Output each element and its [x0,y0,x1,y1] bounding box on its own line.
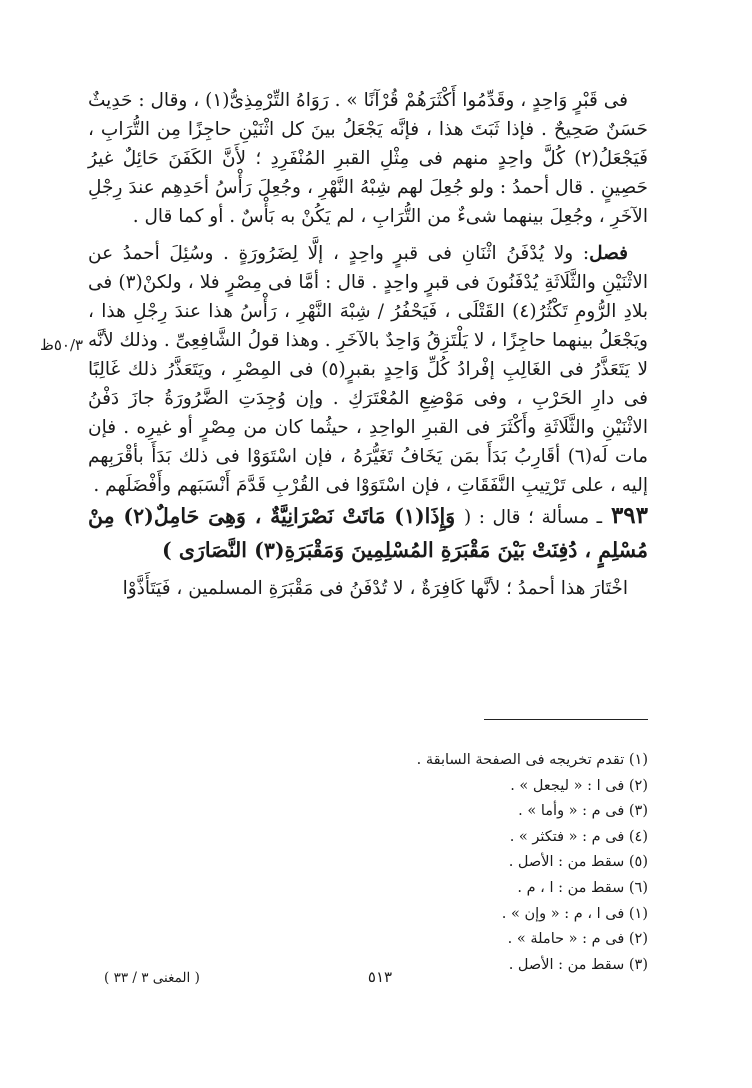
page-number: ٥١٣ [367,968,393,986]
fasl-text: : ولا يُدْفَنُ اثْنَانِ فى قبرٍ واحِدٍ ، إلَّا لِضَرُورَةٍ . وسُئِلَ أحمدُ عن الاثْنَيْنِ والثَّلَاثَةِ يُدْفَنُونَ فى قبرٍ واحِدٍ . قال : أمَّا فى مِصْرٍ فلا ، ولكنْ(٣) فى بلادِ الرُّومِ تَكْثُرُ(٤) القَتْلَى ، فَيَحْفُرُ / شِبْهَ النَّهْرِ ، رَأْسُ هذا عندَ رِجْلِ هذا ، ويَجْعَلُ بينهما حاجِزًا ، لا يَلْتَزِقُ وَاحِدٌ بالآخَرِ . وهذا قولُ الشَّافِعِىِّ . وذلك لأنَّه لا يَتَعَذَّرُ فى الغَالِبِ إفْرادُ كُلِّ وَاحِدٍ بقبرٍ(٥) فى المِصْرِ ، ويَتَعَذَّرُ ذلك غَالِبًا فى دارِ الحَرْبِ ، وفى مَوْضِعِ المُعْتَرَكِ . وإن وُجِدَتِ الضَّرُورَةُ جازَ دَفْنُ الاثْنَيْنِ والثَّلَاثَةِ وأَكْثَرَ فى القبرِ الواحِدِ ، حيثُما كان من مِصْرٍ أو غيرِه . فإن مات لَه(٦) أقَارِبُ بَدَأَ بمَن يَخَافُ تَغَيُّرَهُ ، فإن اسْتَوَوْا فى ذلك بَدَأَ بأقْرَبِهم إليه ، على تَرْتِيبِ النَّفَقَاتِ ، فإن اسْتَوَوْا فى القُرْبِ قَدَّمَ أَنْسَبَهم وأَفْضَلَهم . [88,243,649,496]
footnote: (٤) فى م : « فتكثر » . [509,828,648,845]
footnote: (١) تقدم تخريجه فى الصفحة السابقة . [416,752,648,768]
paragraph-1: فى قَبْرٍ وَاحِدٍ ، وقَدِّمُوا أَكْثَرَهُمْ قُرْآنًا » . رَوَاهُ التِّرْمِذِىُّ(١) ، وقال : حَدِيثٌ حَسَنٌ صَحِيحٌ . فإذا ثَبَتَ هذا ، فإنَّه يَجْعَلُ بينَ كل اثْنَيْنِ حاجِزًا مِن التُّرَابِ ، فَيَجْعَلُ(٢) كُلَّ واحِدٍ منهم فى مِثْلِ القبرِ المُنْفَرِدِ ؛ لأَنَّ الكَفَنَ حَائِلٌ غيرُ حَصِينٍ . قال أحمدُ : ولو جُعِلَ لهم شِبْهُ النَّهْرِ ، وجُعِلَ رَأْسُ أحَدِهِم عندَ رِجْلِ الآخَرِ ، وجُعِلَ بينهما شىءٌ من التُّرَابِ ، لم يَكُنْ به بَأْسٌ . أو كما قال . [88,90,648,227]
footnote: (٢) فى م : « حاملة » . [507,931,648,948]
running-reference: ( المغنى ٣ / ٣٣ ) [104,970,200,986]
footnote: (٣) فى م : « وأما » . [518,803,648,820]
masala-number: ٣٩٣ [610,502,649,529]
fasl-keyword: فصل [589,243,628,264]
paragraph-commentary: اخْتَارَ هذا أحمدُ ؛ لأنَّها كَافِرَةٌ ، لا تُدْفَنُ فى مَقْبَرَةِ المسلمين ، فَيَتَأَذَّوْا [122,578,628,599]
footnotes [260,748,648,978]
footnote: (٦) سقط من : ا ، م . [517,879,648,896]
masala-prefix: ـ مسألة ؛ قال : ( [463,507,603,528]
margin-folio-note: ٥٠/٣ظ [40,336,84,354]
paragraph-fasl [88,239,648,500]
footnote: (٥) سقط من : الأصل . [508,854,648,871]
footnote: (٢) فى ا : « ليجعل » . [510,777,648,794]
footnote-separator [484,719,648,720]
footnote: (٣) سقط من : الأصل . [508,956,648,973]
footnote: (١) فى ا ، م : « وإن » . [501,905,648,922]
masala-heading [88,500,648,566]
masala-text: وَإِذَا(١) مَاتَتْ نَصْرَانِيَّةٌ ، وَهِىَ حَامِلٌ(٢) مِنْ مُسْلِمٍ ، دُفِنَتْ بَيْنَ مَقْبَرَةِ المُسْلِمِينَ وَمَقْبَرَةِ(٣) النَّصَارَى ) [88,504,648,562]
main-text [88,86,648,603]
